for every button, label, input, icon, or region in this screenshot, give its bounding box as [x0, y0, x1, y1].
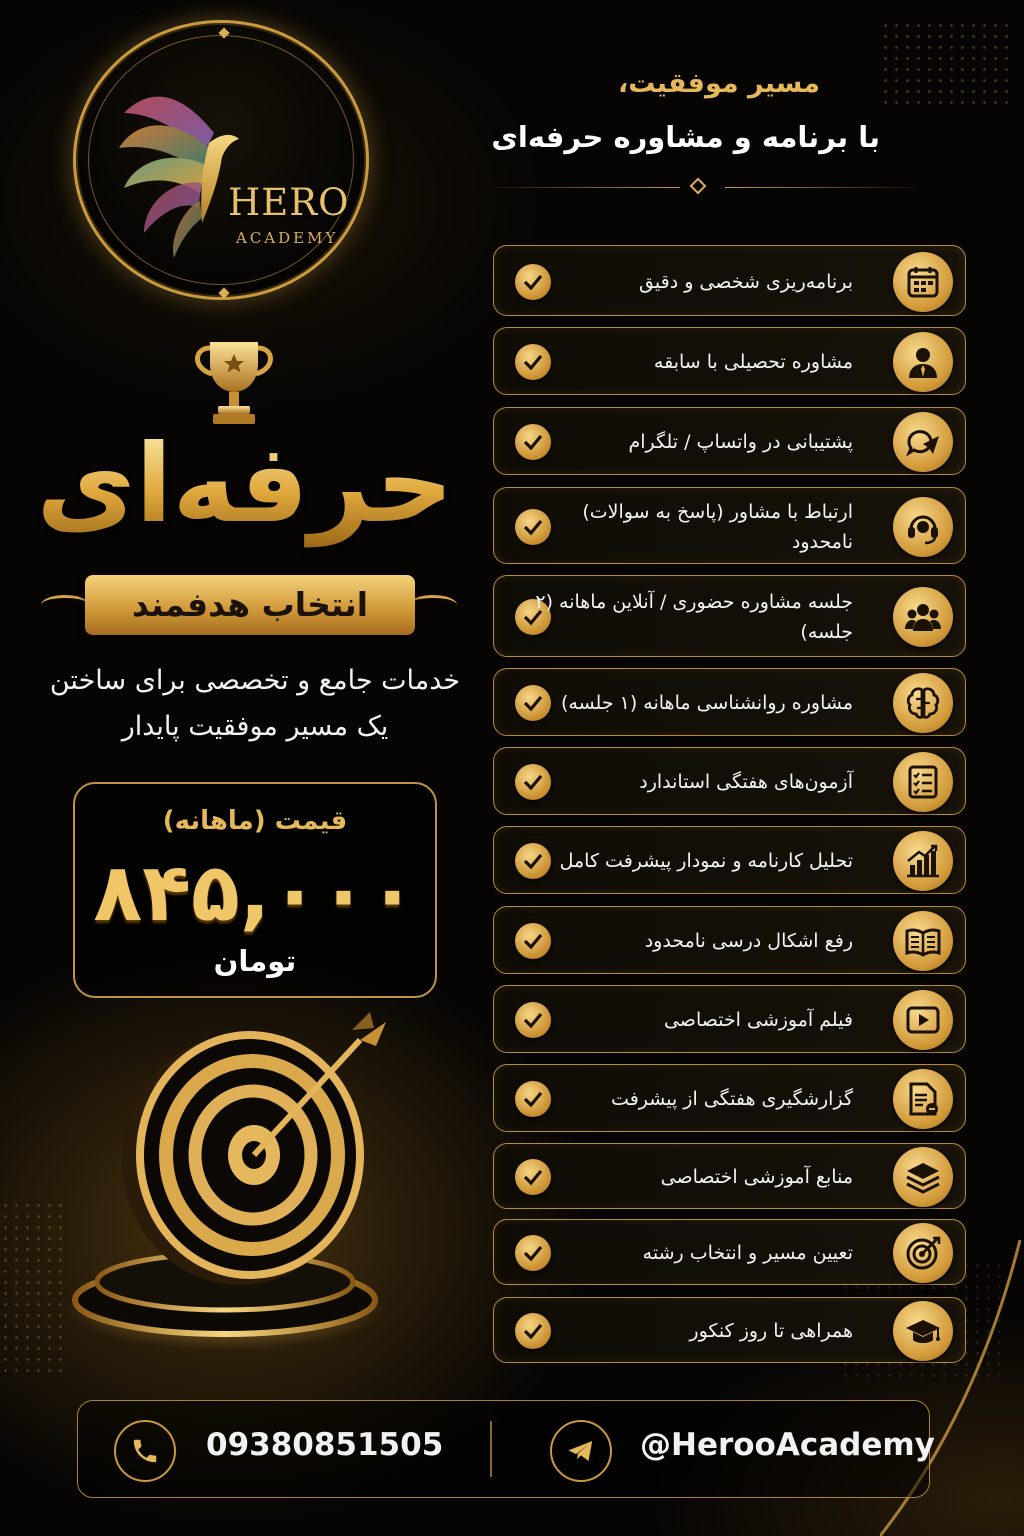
brand-name: HERO — [228, 181, 350, 224]
price-unit: تومان — [213, 944, 297, 978]
feature-item — [493, 747, 966, 815]
price-value: ۸۴۵,۰۰۰ — [93, 846, 417, 939]
header-subtitle: با برنامه و مشاوره حرفه‌ای — [491, 120, 880, 154]
feature-text: همراهی تا روز کنکور — [689, 1320, 853, 1342]
feature-text: تعیین مسیر و انتخاب رشته — [642, 1242, 853, 1264]
feature-text: فیلم آموزشی اختصاصی — [663, 1009, 853, 1031]
feature-text: تحلیل کارنامه و نمودار پیشرفت کامل — [559, 850, 853, 872]
feature-item — [493, 826, 966, 894]
telegram-handle[interactable]: @HerooAcademy — [640, 1427, 935, 1463]
feature-text: آزمون‌های هفتگی استاندارد — [639, 771, 853, 793]
group-icon — [893, 587, 953, 647]
book-icon — [893, 911, 953, 971]
dot-pattern — [880, 20, 1010, 110]
logo-badge — [73, 20, 369, 300]
target-illustration — [60, 1010, 400, 1360]
brain-icon — [893, 673, 953, 733]
feature-text: جلسه مشاوره حضوری / آنلاین ماهانه (۲ جلسه) — [535, 591, 853, 643]
header-tagline: مسیر موفقیت، — [617, 68, 820, 99]
phoenix-icon — [114, 73, 244, 263]
phone-number[interactable]: 09380851505 — [206, 1427, 444, 1463]
feature-item — [493, 1143, 966, 1209]
feature-item — [493, 407, 966, 475]
report-icon — [893, 1069, 953, 1129]
feature-text: رفع اشکال درسی نامحدود — [644, 930, 853, 952]
phone-icon[interactable] — [114, 1420, 176, 1482]
layers-icon — [893, 1147, 953, 1207]
feature-item — [493, 985, 966, 1053]
feature-item — [493, 668, 966, 736]
telegram-icon[interactable] — [550, 1420, 612, 1482]
feature-item — [493, 906, 966, 974]
headset-icon — [893, 497, 953, 557]
price-label: قیمت (ماهانه) — [162, 806, 348, 836]
advisor-icon — [893, 332, 953, 392]
description-line: یک مسیر موفقیت پایدار — [121, 711, 389, 742]
ribbon-label: انتخاب هدفمند — [131, 585, 369, 624]
feature-item — [493, 245, 966, 316]
checklist-icon — [893, 752, 953, 812]
package-title: حرفه‌ای — [30, 420, 460, 550]
feature-text: مشاوره تحصیلی با سابقه — [653, 351, 853, 373]
chat-icon — [893, 412, 953, 472]
hero-description — [30, 658, 480, 750]
ribbon-banner — [45, 575, 455, 635]
price-box — [73, 782, 437, 998]
calendar-icon — [893, 252, 953, 312]
video-icon — [893, 990, 953, 1050]
ornament-divider — [480, 186, 945, 189]
feature-text: گزارشگیری هفتگی از پیشرفت — [611, 1088, 853, 1110]
contact-bar — [77, 1400, 935, 1498]
feature-item — [493, 575, 966, 657]
feature-text: مشاوره روانشناسی ماهانه (۱ جلسه) — [561, 692, 853, 714]
feature-text: برنامه‌ریزی شخصی و دقیق — [639, 270, 853, 293]
chart-icon — [893, 831, 953, 891]
feature-text: پشتیبانی در واتساپ / تلگرام — [628, 431, 853, 453]
trophy-icon — [186, 338, 282, 428]
brand-subtitle: ACADEMY — [236, 229, 339, 247]
feature-item — [493, 487, 966, 564]
feature-text: منابع آموزشی اختصاصی — [660, 1166, 853, 1188]
feature-item — [493, 1064, 966, 1132]
feature-text: ارتباط با مشاور (پاسخ به سوالات) نامحدود — [582, 500, 853, 553]
description-line: خدمات جامع و تخصصی برای ساختن — [49, 665, 461, 696]
feature-item — [493, 327, 966, 395]
